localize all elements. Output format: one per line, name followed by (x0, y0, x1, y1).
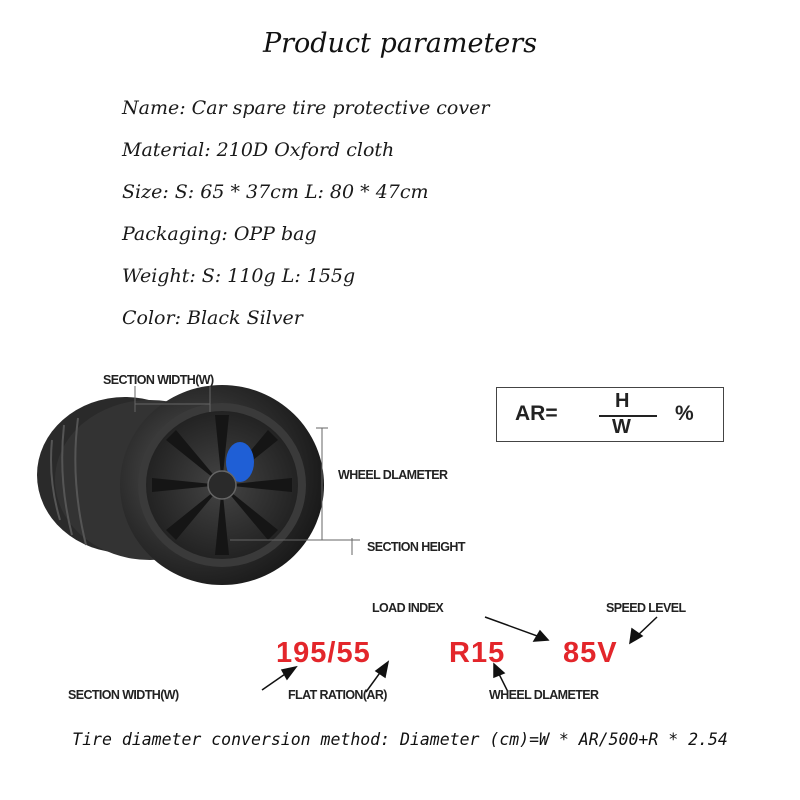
load-index-label: LOAD INDEX (372, 601, 444, 615)
code-wheel-diameter-label: WHEEL DLAMETER (489, 688, 599, 702)
ar-percent: % (675, 402, 694, 425)
wheel-diameter-label: WHEEL DLAMETER (338, 468, 448, 482)
front-tire-illustration (120, 385, 324, 585)
ar-denominator: W (612, 416, 631, 438)
ar-numerator: H (615, 390, 630, 412)
spec-color: Color: Black Silver (122, 307, 303, 329)
spec-name: Name: Car spare tire protective cover (122, 97, 490, 119)
speed-level-arrow-head (630, 629, 642, 643)
spec-size: Size: S: 65 * 37cm L: 80 * 47cm (122, 181, 429, 203)
load-index-arrow (485, 617, 540, 637)
code-section-width-label: SECTION WIDTH(W) (68, 688, 179, 702)
width-ratio-code: 195/55 (276, 637, 371, 669)
section-height-label: SECTION HEIGHT (367, 540, 465, 554)
aspect-ratio-formula-box (496, 387, 724, 442)
code-flat-ratio-label: FLAT RATION(AR) (288, 688, 387, 702)
section-width-label: SECTION WIDTH(W) (103, 373, 214, 387)
spec-weight: Weight: S: 110g L: 155g (122, 265, 356, 287)
conversion-formula: Tire diameter conversion method: Diameter (cm)=W * AR/500+R * 2.54 (72, 730, 728, 749)
spec-material: Material: 210D Oxford cloth (122, 139, 395, 161)
spec-packaging: Packaging: OPP bag (122, 223, 317, 245)
ar-left: AR= (515, 402, 558, 425)
speed-level-label: SPEED LEVEL (606, 601, 686, 615)
page-title: Product parameters (262, 28, 538, 59)
load-speed-code: 85V (563, 637, 618, 669)
wheel-hub (208, 471, 236, 499)
rim-code: R15 (449, 637, 506, 669)
